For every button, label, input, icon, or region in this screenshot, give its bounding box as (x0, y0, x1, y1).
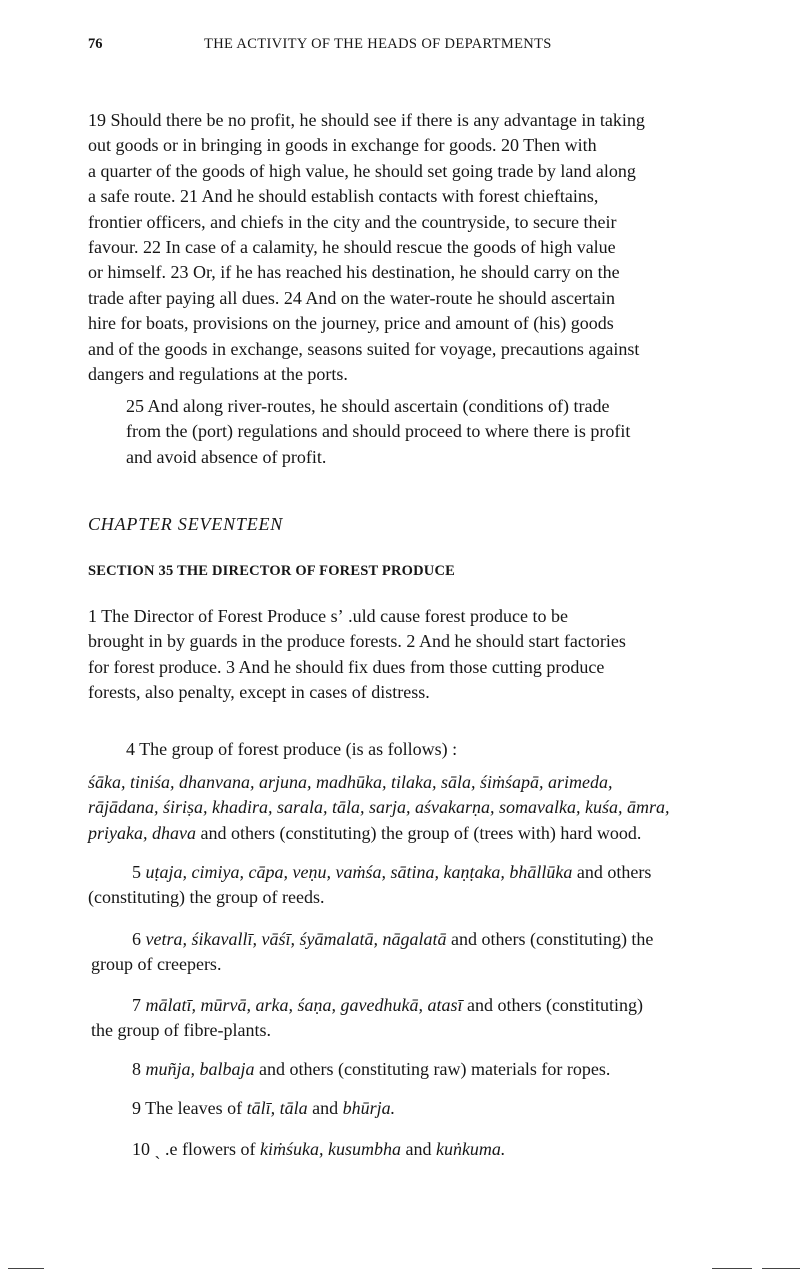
item-number: 5 (132, 862, 146, 882)
text-line (88, 860, 764, 885)
text-line: 1 The Director of Forest Produce sʼ .uld cause forest produce to be (88, 606, 569, 626)
item-number: 6 (132, 929, 146, 949)
item-4-intro (126, 737, 756, 762)
text-line (88, 1137, 764, 1162)
scan-speck (8, 1268, 44, 1269)
plain-text: group of creepers. (91, 954, 222, 975)
item-9-leaves (88, 1096, 764, 1121)
text-line: and of the goods in exchange, seasons suited for voyage, precautions against (88, 338, 640, 359)
running-title: THE ACTIVITY OF THE HEADS OF DEPARTMENTS (204, 36, 552, 52)
text-line: 19 Should there be no profit, he should see if there is any advantage in taking (88, 110, 645, 130)
text-line: and avoid absence of profit. (126, 446, 327, 467)
text-line: trade after paying all dues. 24 And on the water-route he should ascertain (88, 287, 615, 308)
item-number: 7 (132, 995, 146, 1015)
plain-text: and (307, 1098, 343, 1118)
scan-speck (762, 1268, 800, 1269)
text-line: favour. 22 In case of a calamity, he should rescue the goods of high value (88, 236, 616, 257)
sanskrit-terms: tālī, tāla (246, 1098, 308, 1118)
text-line: from the (port) regulations and should proceed to where there is profit (126, 421, 631, 442)
text-line (88, 927, 764, 952)
plain-text: and others (572, 862, 652, 882)
sanskrit-terms: bhūrja. (342, 1098, 396, 1118)
item-7-fibre-plants (88, 993, 764, 1044)
sanskrit-terms: muñja, balbaja (145, 1059, 255, 1079)
item-5-reeds (88, 860, 764, 911)
sanskrit-terms: mālatī, mūrvā, arka, śaṇa, gavedhukā, atasī (145, 995, 463, 1015)
item-8-ropes (88, 1057, 764, 1082)
item-6-creepers (88, 927, 764, 978)
sanskrit-terms: rājādana, śiriṣa, khadira, sarala, tāla, sarja, aśvakarṇa, somavalka, kuśa, āmra, (88, 797, 670, 818)
sanskrit-terms: priyaka, dhava (88, 822, 196, 843)
scan-speck (712, 1268, 752, 1269)
sanskrit-terms: śāka, tiniśa, dhanvana, arjuna, madhūka, tilaka, sāla, śiṁśapā, arimeda, (88, 772, 613, 792)
plain-text: (constituting) the group of reeds. (88, 887, 325, 908)
section-heading: SECTION 35 THE DIRECTOR OF FOREST PRODUCE (88, 563, 456, 579)
plain-text: and others (constituting) (462, 995, 643, 1015)
text-line (88, 885, 764, 910)
text-line (88, 795, 764, 820)
plain-text: 10 ˎ .e flowers of (132, 1139, 260, 1159)
text-line (88, 952, 764, 977)
plain-text: and others (constituting) the group of (trees with) hard wood. (195, 822, 642, 843)
text-line (88, 770, 764, 795)
paragraph-director-duties (88, 604, 757, 706)
text-line (88, 1096, 764, 1121)
hard-wood-list (88, 770, 764, 846)
running-head (88, 36, 758, 58)
sanskrit-terms: vetra, śikavallī, vāśī, śyāmalatā, nāgalatā (145, 929, 447, 949)
text-line: 4 The group of forest produce (is as follows) : (126, 739, 458, 759)
paragraph-river-routes (126, 394, 756, 470)
text-line: for forest produce. 3 And he should fix dues from those cutting produce (88, 656, 605, 677)
text-line: hire for boats, provisions on the journey, price and amount of (his) goods (88, 313, 614, 334)
text-line: 25 And along river-routes, he should ascertain (conditions of) trade (126, 396, 610, 416)
text-line (88, 821, 764, 846)
text-line (88, 993, 764, 1018)
text-line (88, 1018, 764, 1043)
text-line: brought in by guards in the produce forests. 2 And he should start factories (88, 631, 626, 652)
page-number: 76 (88, 36, 103, 52)
text-line: frontier officers, and chiefs in the city and the countryside, to secure their (88, 211, 617, 232)
paragraph-trade-routes (88, 108, 757, 387)
plain-text: the group of fibre-plants. (91, 1020, 271, 1041)
sanskrit-terms: uṭaja, cimiya, cāpa, veṇu, vaṁśa, sātina, kaṇṭaka, bhāllūka (145, 862, 573, 882)
text-line: a safe route. 21 And he should establish contacts with forest chieftains, (88, 186, 599, 207)
item-10-flowers (88, 1137, 764, 1162)
text-line: or himself. 23 Or, if he has reached his destination, he should carry on the (88, 262, 620, 283)
sanskrit-terms: kiṁśuka, kusumbha (259, 1139, 401, 1159)
item-number: 8 (132, 1059, 146, 1079)
text-line (88, 1057, 764, 1082)
plain-text: and (400, 1139, 436, 1159)
text-line: out goods or in bringing in goods in exchange for goods. 20 Then with (88, 135, 597, 156)
plain-text: and others (constituting raw) materials for ropes. (254, 1059, 611, 1079)
text-line: forests, also penalty, except in cases of distress. (88, 682, 430, 703)
plain-text: 9 The leaves of (132, 1098, 247, 1118)
sanskrit-terms: kuṅkuma. (435, 1139, 506, 1159)
chapter-heading: CHAPTER SEVENTEEN (88, 514, 284, 534)
text-line: a quarter of the goods of high value, he should set going trade by land along (88, 160, 636, 181)
plain-text: and others (constituting) the (446, 929, 654, 949)
text-line: dangers and regulations at the ports. (88, 363, 348, 384)
